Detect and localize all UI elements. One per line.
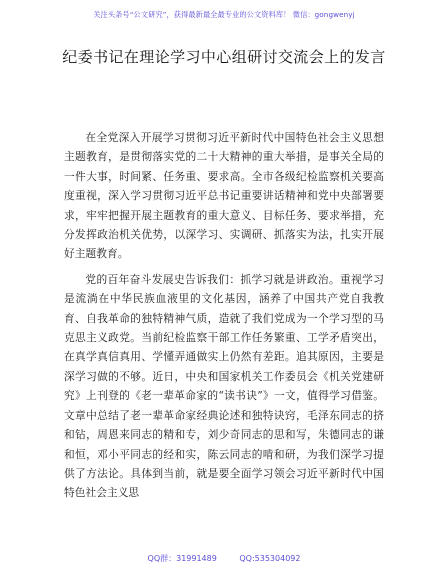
promo-banner: 关注头条号“公文研究”，获得最新最全最专业的公文资料库！ 微信：gongwenyj <box>93 10 355 19</box>
document-title: 纪委书记在理论学习中心组研讨交流会上的发言 <box>62 48 386 66</box>
document-body <box>64 128 384 509</box>
body-paragraph: 党的百年奋斗发展史告诉我们：抓学习就是讲政治。重视学习是流淌在中华民族血液里的文化基因，涵养了中国共产党自我教育、自我革命的独特精神气质，造就了我们党成为一个学习型的马克思主义政党。当前纪检监察干部工作任务繁重、工学矛盾突出，在真学真信真用、学懂弄通做实上仍然有差距。追其原因，主要是深学习做的不够。近日，中央和国家机关工作委员会《机关党建研究》上刊登的《老一辈革命家的“读书诀”》一文，值得学习借鉴。文章中总结了老一辈革命家经典论述和独特诀窍，毛泽东同志的挤和钻，周恩来同志的精和专，刘少奇同志的思和写，朱德同志的谦和恒，邓小平同志的经和实，陈云同志的啃和研，为我们深学习提供了方法论。具体到当前，就是要全面学习领会习近平新时代中国特色社会主义思 <box>64 272 384 500</box>
body-paragraph: 在全党深入开展学习贯彻习近平新时代中国特色社会主义思想主题教育，是贯彻落实党的二十大精神的重大举措，是事关全局的一件大事，时间紧、任务重、要求高。全市各级纪检监察机关要高度重视，深入学习贯彻习近平总书记重要讲话精神和党中央部署要求，牢牢把握开展主题教育的重大意义、目标任务、要求举措，充分发挥政治机关优势，以深学习、实调研、抓落实为法，扎实开展好主题教育。 <box>64 131 384 261</box>
qq-number: QQ:535304092 <box>239 554 301 563</box>
contact-footer <box>0 553 448 564</box>
qq-group-number: QQ群：31991489 <box>147 554 217 563</box>
